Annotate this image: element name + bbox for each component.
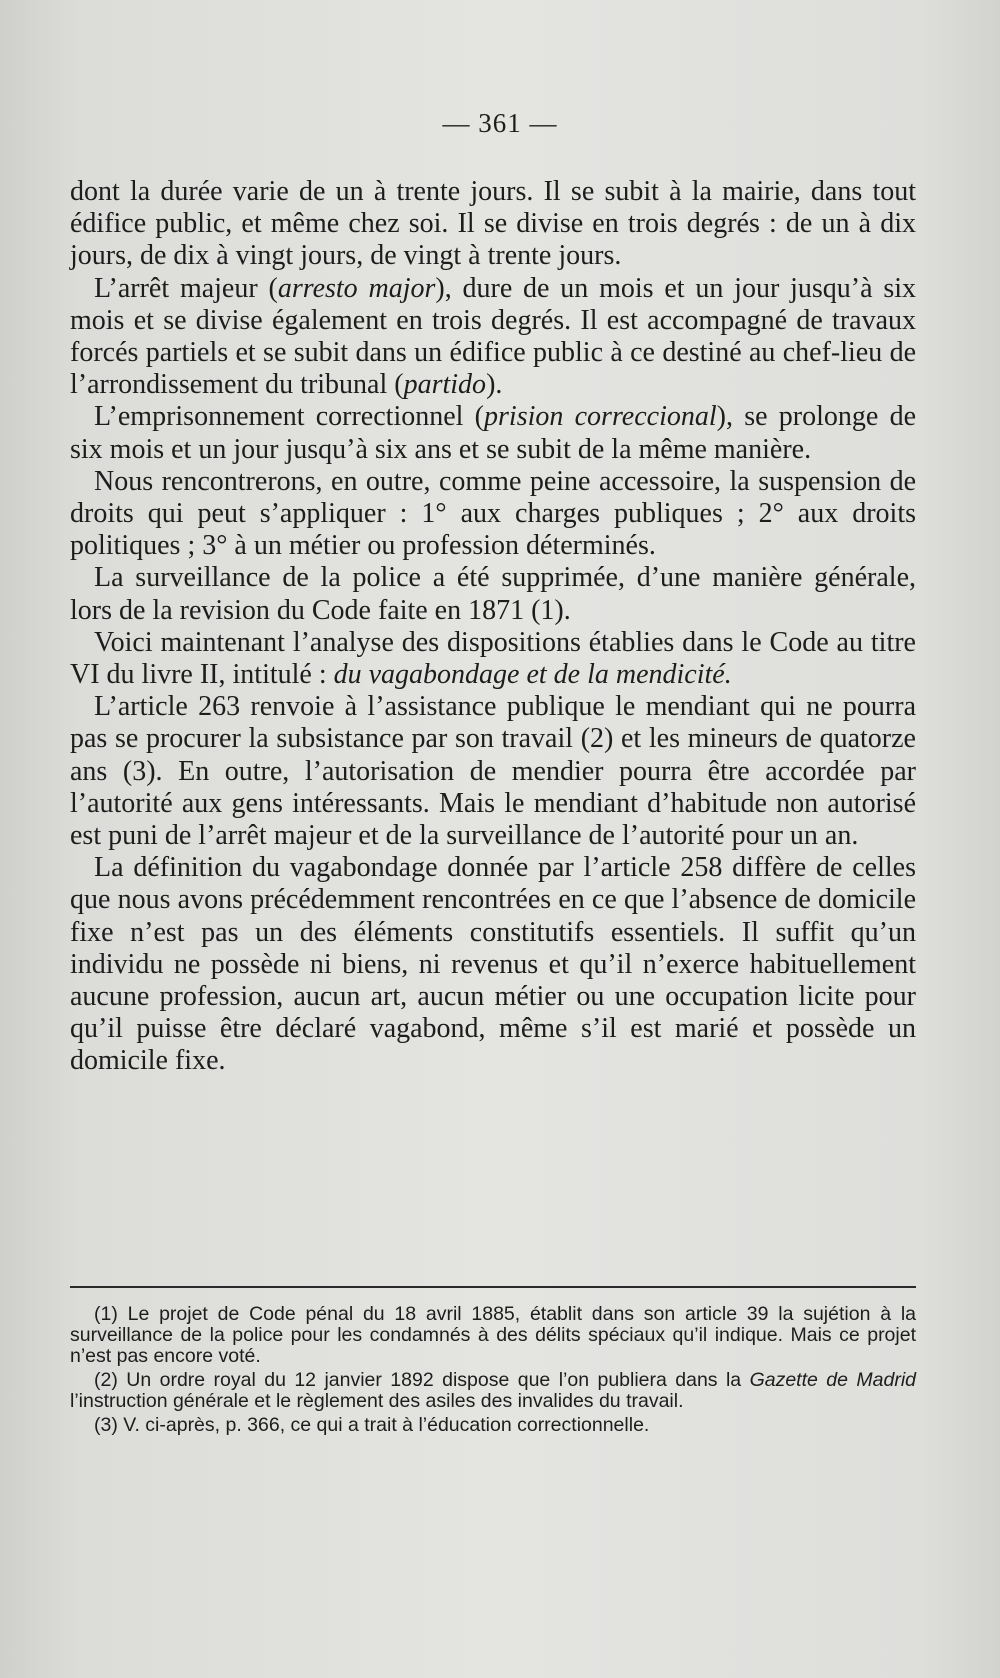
paragraph: [70, 401, 916, 465]
footnote: [70, 1370, 916, 1412]
text-run: (1) Le projet de Code pénal du 18 avril 1885, établit dans son article 39 la sujétion à la surveillance de la police pour les condamnés à des délits spéciaux qu’il indique. Mais ce projet n’est pas encore voté.: [70, 1303, 916, 1367]
italic-phrase: du vagabondage et de la mendicité.: [333, 659, 732, 691]
text-run: ), se prolonge de six mois et un jour jusqu’à six ans et se subit de la même manière.: [70, 401, 917, 465]
text-run: (3) V. ci-après, p. 366, ce qui a trait à l’éducation correctionnelle.: [94, 1414, 650, 1436]
italic-phrase: Gazette de Madrid: [749, 1369, 916, 1391]
paragraph: [70, 273, 916, 402]
text-run: l’instruction générale et le règlement des asiles des invalides du travail.: [70, 1390, 684, 1412]
paragraph: [70, 691, 916, 852]
text-run: Nous rencontrerons, en outre, comme peine accessoire, la suspension de droits qui peut s’appliquer : 1° aux charges publiques ; 2° aux droits politiques ; 3° à un métier ou profession déterminés.: [70, 465, 916, 562]
text-run: L’article 263 renvoie à l’assistance publique le mendiant qui ne pourra pas se procurer la subsistance par son travail (2) et les mineurs de quatorze ans (3). En outre, l’autorisation de mendier pourra être accordée par l’autorité aux gens intéressants. Mais le mendiant d’habitude non autorisé est puni de l’arrêt majeur et de la surveillance de l’autorité pour un an.: [70, 691, 916, 852]
text-run: La définition du vagabondage donnée par l’article 258 diffère de celles que nous avons précédemment rencontrées en ce que l’absence de domicile fixe n’est pas un des éléments constitutifs essentiels. Il suffit qu’un individu ne possède ni biens, ni revenus et qu’il n’exerce habituellement aucune profession, aucun art, aucun métier ou une occupation licite pour qu’il puisse être déclaré vagabond, même s’il est marié et possède un domicile fixe.: [70, 852, 916, 1077]
paragraph: [70, 562, 916, 626]
text-run: Voici maintenant l’analyse des dispositions établies dans le Code au titre VI du livre II, intitulé :: [70, 626, 916, 691]
text-run: dont la durée varie de un à trente jours. Il se subit à la mairie, dans tout édifice public, et même chez soi. Il se divise en trois degrés : de un à dix jours, de dix à vingt jours, de vingt à trente jours.: [70, 176, 916, 272]
footnotes: [70, 1304, 916, 1439]
paragraph: [70, 466, 916, 563]
text-run: ).: [486, 369, 503, 401]
text-run: ), dure de un mois et un jour jusqu’à six mois et se divise également en trois degrés. Il est accompagné de travaux forcés partiels et se subit dans un édifice public à ce destiné au chef-lieu de l’arrondissement du tribunal (: [70, 272, 916, 401]
page-number: — 361 —: [442, 108, 558, 138]
text-run: (2) Un ordre royal du 12 janvier 1892 dispose que l’on publiera dans la: [94, 1369, 750, 1391]
main-text: [70, 176, 916, 1078]
paragraph: [70, 176, 916, 273]
italic-phrase: partido: [403, 369, 487, 401]
text-run: L’emprisonnement correctionnel (: [94, 401, 485, 433]
text-run: L’arrêt majeur (: [94, 272, 278, 304]
paragraph: [70, 627, 916, 691]
footnote-separator: [70, 1286, 916, 1288]
text-run: La surveillance de la police a été supprimée, d’une manière générale, lors de la revision du Code faite en 1871 (1).: [70, 562, 916, 626]
paragraph: [70, 852, 916, 1077]
footnote: [70, 1415, 916, 1436]
italic-phrase: arresto major: [277, 272, 436, 304]
footnote: [70, 1304, 916, 1367]
italic-phrase: prision correccional: [484, 401, 717, 433]
